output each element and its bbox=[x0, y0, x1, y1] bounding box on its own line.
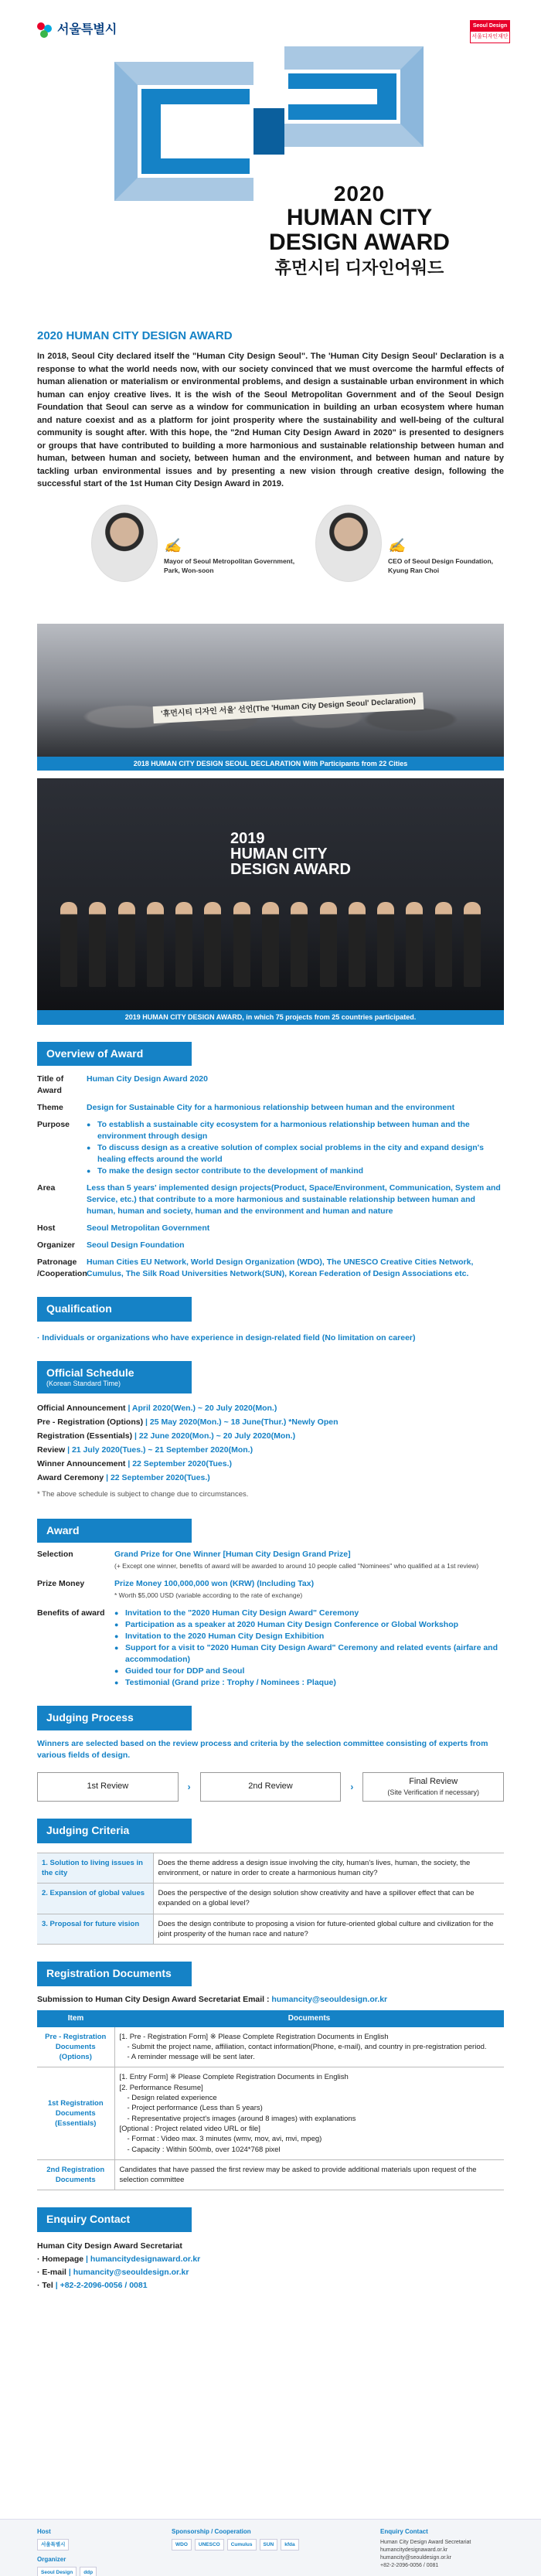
schedule-value: | 22 September 2020(Tues.) bbox=[128, 1458, 232, 1468]
mayor-photo bbox=[91, 505, 158, 582]
intro-title: 2020 HUMAN CITY DESIGN AWARD bbox=[37, 329, 233, 342]
schedule-value: | 22 June 2020(Mon.) ~ 20 July 2020(Mon.) bbox=[134, 1431, 296, 1441]
review-step-label: 1st Review bbox=[87, 1781, 129, 1792]
table-row bbox=[37, 1853, 504, 1884]
overview-heading: Overview of Award bbox=[37, 1042, 192, 1067]
footer-logo: 서울특별시 bbox=[37, 2539, 69, 2550]
footer-logo: UNESCO bbox=[195, 2539, 224, 2550]
footer-enquiry bbox=[380, 2527, 504, 2568]
criteria-key: 2. Expansion of global values bbox=[37, 1884, 153, 1914]
registration-heading: Registration Documents bbox=[37, 1962, 192, 1986]
schedule-row bbox=[37, 1429, 504, 1443]
signer-ceo-caption bbox=[388, 536, 493, 576]
footer-contact-line: +82-2-2096-0056 / 0081 bbox=[380, 2562, 439, 2568]
doc-line: [Optional : Project related video URL or file] bbox=[119, 2124, 260, 2133]
doc-line: - Design related experience bbox=[127, 2094, 217, 2103]
arrow-right-icon: › bbox=[350, 1781, 354, 1792]
qualification-heading: Qualification bbox=[37, 1297, 192, 1322]
prize-money-text: Prize Money 100,000,000 won (KRW) (Including Tax) bbox=[114, 1579, 315, 1589]
award-section bbox=[0, 1519, 541, 1690]
footer-logo: Cumulus bbox=[227, 2539, 257, 2550]
review-step-label: Final Review bbox=[409, 1776, 458, 1786]
schedule-row bbox=[37, 1415, 504, 1429]
schedule-key: Pre - Registration (Options) bbox=[37, 1417, 144, 1427]
seoul-logo-text: 서울특별시 bbox=[57, 23, 117, 36]
person bbox=[435, 902, 452, 987]
purpose-value bbox=[87, 1119, 504, 1177]
title-of-award-value: Human City Design Award 2020 bbox=[87, 1074, 208, 1084]
review-step-1 bbox=[37, 1772, 179, 1802]
review-step-label: 2nd Review bbox=[248, 1781, 293, 1792]
purpose-item: ● To make the design sector contribute to the development of mankind bbox=[87, 1165, 504, 1177]
criteria-table bbox=[37, 1853, 504, 1945]
schedule-row bbox=[37, 1457, 504, 1471]
signature-ceo: ✍ bbox=[388, 537, 406, 554]
review-step-3 bbox=[362, 1772, 504, 1802]
patronage-value: Human Cities EU Network, World Design Organization (WDO), The UNESCO Creative Cities Network, Cumulus, The Silk Road Universities Network(SUN), Korean Federation of Design Associations etc. bbox=[87, 1257, 474, 1279]
selection-key: Selection bbox=[37, 1550, 73, 1560]
footer-logo: Seoul Design bbox=[37, 2567, 77, 2576]
schedule-key: Official Announcement bbox=[37, 1403, 126, 1413]
person bbox=[291, 902, 308, 987]
email-link[interactable]: | humancity@seouldesign.or.kr bbox=[68, 2268, 189, 2278]
footer bbox=[0, 2519, 541, 2576]
doc-line: [2. Performance Resume] bbox=[119, 2083, 203, 2092]
criteria-key: 3. Proposal for future vision bbox=[37, 1914, 153, 1945]
email-label: · E-mail bbox=[37, 2268, 66, 2278]
foundation-logo-top: Seoul Design bbox=[471, 21, 509, 32]
benefit-item: ● Invitation to the 2020 Human City Design Exhibition bbox=[114, 1631, 504, 1642]
hero-title-line1: HUMAN CITY bbox=[286, 205, 433, 230]
col-item-header: Item bbox=[37, 2010, 114, 2027]
registration-section bbox=[0, 1962, 541, 2190]
award-2019-photo bbox=[37, 778, 504, 1010]
area-key: Area bbox=[37, 1183, 56, 1193]
judging-criteria-section bbox=[0, 1819, 541, 1945]
purpose-key: Purpose bbox=[37, 1120, 70, 1130]
footer-contact-line: humancitydesignaward.or.kr bbox=[380, 2547, 448, 2553]
table-row bbox=[37, 1914, 504, 1945]
footer-contact-line: Human City Design Award Secretariat bbox=[380, 2540, 471, 2546]
schedule-key: Award Ceremony bbox=[37, 1472, 104, 1482]
selection-sub: (+ Except one winner, benefits of award will be awarded to around 10 people called "Nominees" who qualified at a 1st review) bbox=[114, 1562, 479, 1570]
footer-enquiry-label: Enquiry Contact bbox=[380, 2528, 428, 2535]
footer-contact-line: humancity@seouldesign.or.kr bbox=[380, 2554, 451, 2561]
schedule-value: | 21 July 2020(Tues.) ~ 21 September 2020(Mon.) bbox=[67, 1445, 253, 1455]
footer-sponsorship-label: Sponsorship / Cooperation bbox=[172, 2528, 251, 2535]
footer-organizer-label: Organizer bbox=[37, 2556, 66, 2564]
stage-title: 2019 HUMAN CITY DESIGN AWARD bbox=[230, 830, 351, 879]
overview-row bbox=[37, 1183, 504, 1217]
doc-line: - Submit the project name, affiliation, contact information(Phone, e-mail), and country in pre-registration period. bbox=[127, 2042, 487, 2051]
hero-title-block bbox=[232, 182, 487, 281]
doc-line: - A reminder message will be sent later. bbox=[127, 2053, 255, 2062]
enquiry-section bbox=[0, 2207, 541, 2292]
table-header-row bbox=[37, 2010, 504, 2027]
overview-row bbox=[37, 1102, 504, 1114]
criteria-key: 1. Solution to living issues in the city bbox=[37, 1853, 153, 1884]
schedule-heading-text: Official Schedule bbox=[46, 1366, 134, 1379]
contact-tel-row bbox=[37, 2279, 504, 2292]
overview-row bbox=[37, 1119, 504, 1177]
hero-title-line2: DESIGN AWARD bbox=[269, 230, 450, 255]
footer-sponsor-logos bbox=[172, 2539, 369, 2550]
person bbox=[147, 902, 164, 987]
benefit-item: ● Invitation to the "2020 Human City Design Award" Ceremony bbox=[114, 1608, 504, 1619]
signer-mayor-caption bbox=[164, 536, 294, 576]
schedule-list bbox=[37, 1401, 504, 1502]
seoul-logo-icon bbox=[37, 22, 53, 38]
signature-mayor: ✍ bbox=[164, 537, 182, 554]
arrow-right-icon: › bbox=[187, 1781, 191, 1792]
person bbox=[262, 902, 279, 987]
footer-logo: ddp bbox=[80, 2567, 97, 2576]
registration-docs bbox=[114, 2067, 504, 2159]
host-value: Seoul Metropolitan Government bbox=[87, 1223, 210, 1234]
host-key: Host bbox=[37, 1223, 56, 1234]
doc-line: [1. Entry Form] ※ Please Complete Registration Documents in English bbox=[119, 2073, 349, 2082]
review-step-sub: (Site Verification if necessary) bbox=[387, 1788, 479, 1797]
person bbox=[377, 902, 394, 987]
selection-value bbox=[114, 1549, 504, 1572]
registration-key: 1st Registration Documents (Essentials) bbox=[37, 2067, 114, 2159]
submission-line bbox=[37, 1994, 504, 2006]
prize-money-sub: * Worth $5,000 USD (variable according to the rate of exchange) bbox=[114, 1591, 303, 1600]
schedule-subheading: (Korean Standard Time) bbox=[46, 1380, 121, 1388]
doc-line: [1. Pre - Registration Form] ※ Please Complete Registration Documents in English bbox=[119, 2032, 389, 2041]
schedule-heading bbox=[37, 1361, 192, 1393]
benefit-item: ● Guided tour for DDP and Seoul bbox=[114, 1666, 504, 1677]
people-group bbox=[60, 894, 481, 987]
award-row bbox=[37, 1578, 504, 1601]
criteria-value: Does the theme address a design issue involving the city, human's lives, human, the society, the environment, or nature in order to create a harmonious human city? bbox=[153, 1853, 504, 1884]
table-row bbox=[37, 2067, 504, 2159]
doc-line: - Representative project's images (around 8 images) with explanations bbox=[127, 2114, 356, 2123]
judging-process-heading: Judging Process bbox=[37, 1706, 192, 1730]
benefit-item: ● Testimonial (Grand prize : Trophy / Nominees : Plaque) bbox=[114, 1677, 504, 1689]
signer-mayor bbox=[91, 505, 294, 582]
overview-row bbox=[37, 1223, 504, 1234]
organizer-value: Seoul Design Foundation bbox=[87, 1240, 185, 1251]
schedule-key: Registration (Essentials) bbox=[37, 1431, 133, 1441]
prize-money-key: Prize Money bbox=[37, 1579, 85, 1589]
footer-host-label: Host bbox=[37, 2528, 51, 2535]
area-value: Less than 5 years' implemented design projects(Product, Space/Environment, Communication, System and Service, etc.) that contribute to a more harmonious and sustainable relationship between human and human, human and society, human and the environment and human and nature bbox=[87, 1183, 501, 1217]
submission-email-link[interactable]: humancity@seouldesign.or.kr bbox=[271, 1994, 388, 2004]
benefit-item: ● Support for a visit to "2020 Human City Design Award" Ceremony and related events (airfare and accommodation) bbox=[114, 1642, 504, 1666]
overview-row bbox=[37, 1257, 504, 1280]
schedule-section bbox=[0, 1361, 541, 1502]
declaration-caption: 2018 HUMAN CITY DESIGN SEOUL DECLARATION With Participants from 22 Cities bbox=[37, 757, 504, 771]
schedule-note: * The above schedule is subject to change due to circumstances. bbox=[37, 1489, 249, 1499]
person bbox=[464, 902, 481, 987]
signer-ceo bbox=[315, 505, 493, 582]
criteria-value: Does the perspective of the design solution show creativity and have a spillover effect that can be expanded on a global level? bbox=[153, 1884, 504, 1914]
homepage-link[interactable]: | humancitydesignaward.or.kr bbox=[86, 2254, 201, 2265]
registration-docs bbox=[114, 2159, 504, 2190]
person bbox=[175, 902, 192, 987]
person bbox=[349, 902, 366, 987]
patronage-key: Patronage /Cooperation bbox=[37, 1257, 87, 1279]
contact-homepage-row bbox=[37, 2253, 504, 2266]
signer-mayor-label: Mayor of Seoul Metropolitan Government, Park, Won-soon bbox=[164, 556, 295, 574]
declaration-photo bbox=[37, 624, 504, 757]
review-step-2 bbox=[200, 1772, 342, 1802]
footer-host-logos bbox=[37, 2539, 161, 2550]
person bbox=[118, 902, 135, 987]
benefits-key: Benefits of award bbox=[37, 1608, 105, 1618]
footer-host bbox=[37, 2527, 161, 2576]
award-row bbox=[37, 1608, 504, 1689]
overview-row bbox=[37, 1074, 504, 1097]
submission-label: Submission to Human City Design Award Secretariat Email : bbox=[37, 1994, 270, 2004]
photo-section bbox=[0, 624, 541, 1025]
person bbox=[204, 902, 221, 987]
registration-docs bbox=[114, 2027, 504, 2067]
tel-value: | +82-2-2096-0056 / 0081 bbox=[55, 2281, 148, 2291]
overview-list bbox=[37, 1074, 504, 1280]
contact-org: Human City Design Award Secretariat bbox=[37, 2241, 182, 2251]
table-row bbox=[37, 2159, 504, 2190]
doc-line: - Format : Video max. 3 minutes (wmv, mov, avi, mvi, mpeg) bbox=[127, 2135, 322, 2144]
qualification-text: · Individuals or organizations who have experience in design-related field (No limitation on career) bbox=[37, 1332, 416, 1342]
schedule-row bbox=[37, 1471, 504, 1485]
qualification-section bbox=[0, 1297, 541, 1343]
schedule-row bbox=[37, 1443, 504, 1457]
col-docs-header: Documents bbox=[114, 2010, 504, 2027]
signers bbox=[37, 497, 504, 613]
overview-row bbox=[37, 1240, 504, 1251]
hero-year: 2020 bbox=[333, 182, 386, 206]
award-heading: Award bbox=[37, 1519, 192, 1543]
registration-key: Pre - Registration Documents (Options) bbox=[37, 2027, 114, 2067]
judging-process-text: Winners are selected based on the review process and criteria by the selection committee consisting of experts from various fields of design. bbox=[37, 1738, 488, 1760]
footer-organizer-logos bbox=[37, 2567, 161, 2576]
doc-line: - Capacity : Within 500mb, over 1024*768 pixel bbox=[127, 2145, 281, 2154]
registration-table bbox=[37, 2010, 504, 2191]
prize-money-value bbox=[114, 1578, 504, 1601]
table-row bbox=[37, 2027, 504, 2067]
ceo-photo bbox=[315, 505, 382, 582]
schedule-value: | 22 September 2020(Tues.) bbox=[106, 1472, 210, 1482]
benefit-item: ● Participation as a speaker at 2020 Human City Design Conference or Global Workshop bbox=[114, 1619, 504, 1631]
judging-criteria-heading: Judging Criteria bbox=[37, 1819, 192, 1843]
judging-process-flow bbox=[37, 1772, 504, 1802]
footer-logo: SUN bbox=[260, 2539, 278, 2550]
declaration-banner: '휴먼시티 디자인 서울' 선언(The 'Human City Design Seoul' Declaration) bbox=[153, 692, 424, 723]
footer-logo: kfda bbox=[281, 2539, 298, 2550]
hero-title-korean: 휴먼시티 디자인어워드 bbox=[274, 258, 444, 277]
organizer-key: Organizer bbox=[37, 1240, 76, 1251]
doc-line: - Project performance (Less than 5 years) bbox=[127, 2104, 263, 2113]
person bbox=[89, 902, 106, 987]
criteria-value: Does the design contribute to proposing a vision for future-oriented global culture and civilization for the joint prosperity of the human race and nature? bbox=[153, 1914, 504, 1945]
judging-process-section bbox=[0, 1706, 541, 1802]
schedule-key: Winner Announcement bbox=[37, 1458, 126, 1468]
schedule-row bbox=[37, 1401, 504, 1415]
foundation-logo-bottom: 서울디자인재단 bbox=[471, 33, 509, 39]
schedule-value: | April 2020(Wen.) ~ 20 July 2020(Mon.) bbox=[128, 1403, 277, 1413]
schedule-key: Review bbox=[37, 1445, 66, 1455]
intro-section bbox=[0, 317, 541, 613]
enquiry-heading: Enquiry Contact bbox=[37, 2207, 192, 2232]
hero-section bbox=[0, 0, 541, 317]
intro-body: In 2018, Seoul City declared itself the "Human City Design Seoul". The 'Human City Design Seoul' Declaration is a response to what the world needs now, with our society convinced that we must overcome the harmful effects of human alienation or materialism or environmental problems, and design a sustainable urban environment in which human can enjoy creative lives. It is the wish of the Seoul Metropolitan Government and of the Seoul Design Foundation that Seoul can serve as a window for communication in building an urban ecosystem where human and nature coexist and as a platform for joint prosperity where the sustainability and well-being of the cultural community is sought after. With this hope, the "2nd Human City Design Award in 2020" is presented to designers or groups that have contributed to building a more harmonious and sustainable relationship between human and human, between human and society, between human and the environment, and between human and nature by tackling urban environmental issues and by presenting a new vision through creative design, following the successful start of the 1st Human City Design Award in 2019. bbox=[37, 352, 504, 488]
registration-key: 2nd Registration Documents bbox=[37, 2159, 114, 2190]
award-row bbox=[37, 1549, 504, 1572]
homepage-label: · Homepage bbox=[37, 2254, 84, 2265]
overview-section bbox=[0, 1042, 541, 1281]
selection-text: Grand Prize for One Winner [Human City Design Grand Prize] bbox=[114, 1550, 351, 1560]
table-row bbox=[37, 1884, 504, 1914]
doc-line: Candidates that have passed the first review may be asked to provide additional materials upon request of the selection committee bbox=[119, 2165, 477, 2185]
footer-logo: WDO bbox=[172, 2539, 192, 2550]
contact-email-row bbox=[37, 2266, 504, 2279]
person bbox=[320, 902, 337, 987]
contact-block bbox=[37, 2240, 504, 2292]
purpose-item: ● To establish a sustainable city ecosystem for a harmonious relationship between human and the environment through design bbox=[87, 1119, 504, 1142]
person bbox=[406, 902, 423, 987]
footer-sponsorship bbox=[172, 2527, 369, 2568]
person bbox=[233, 902, 250, 987]
title-of-award-key: Title of Award bbox=[37, 1074, 64, 1096]
person bbox=[60, 902, 77, 987]
award-2019-caption: 2019 HUMAN CITY DESIGN AWARD, in which 75 projects from 25 countries participated. bbox=[37, 1010, 504, 1025]
schedule-value: | 25 May 2020(Mon.) ~ 18 June(Thur.) *Newly Open bbox=[145, 1417, 339, 1427]
seoul-design-foundation-logo bbox=[470, 20, 510, 43]
tel-label: · Tel bbox=[37, 2281, 53, 2291]
benefits-value bbox=[114, 1608, 504, 1689]
theme-value: Design for Sustainable City for a harmonious relationship between human and the environment bbox=[87, 1103, 455, 1113]
purpose-item: ● To discuss design as a creative solution of complex social problems in the city and expand design's healing effects around the world bbox=[87, 1142, 504, 1165]
theme-key: Theme bbox=[37, 1103, 63, 1113]
signer-ceo-label: CEO of Seoul Design Foundation, Kyung Ran Choi bbox=[388, 556, 493, 574]
